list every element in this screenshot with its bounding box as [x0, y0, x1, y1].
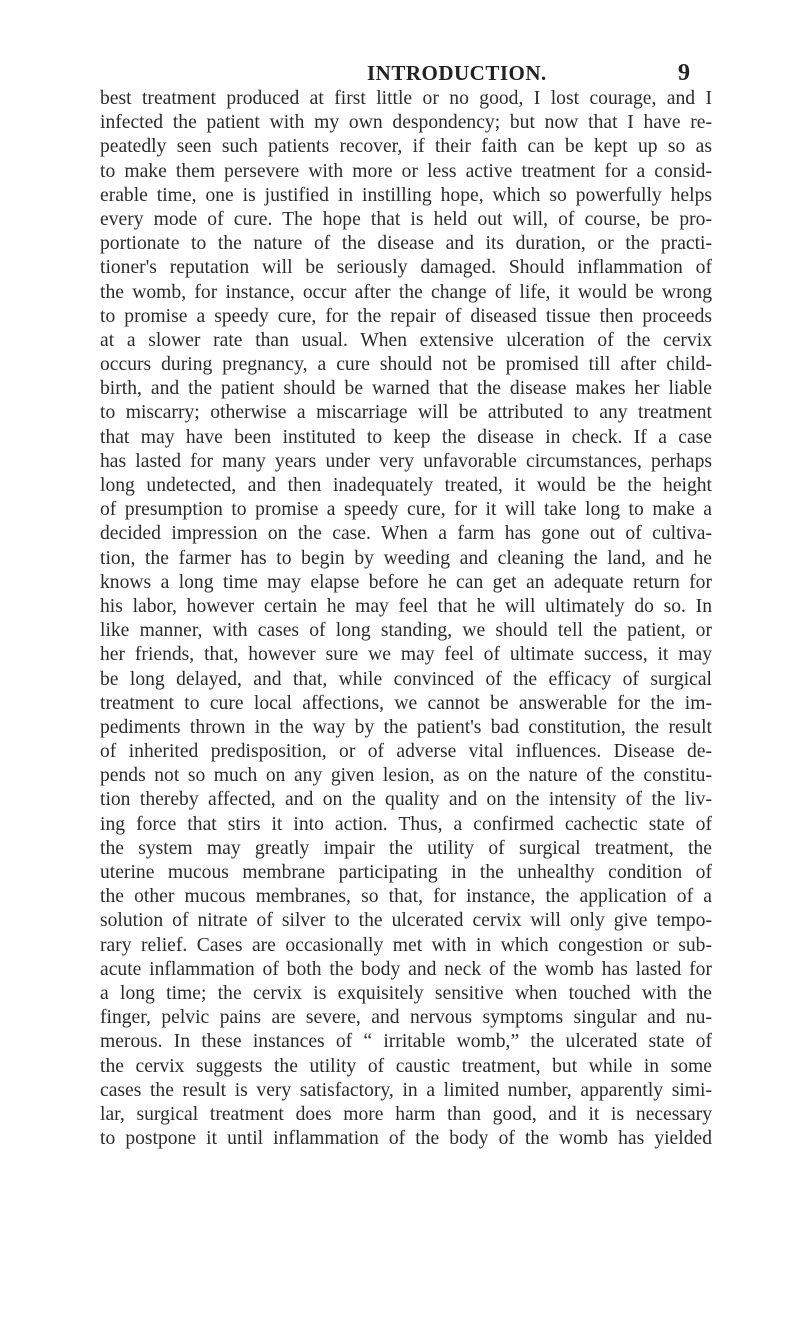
text-line: the womb, for instance, occur after the change of life, it would be wrong	[100, 281, 712, 303]
text-line: the system may greatly impair the utility of surgical treatment, the	[100, 837, 712, 859]
text-line: ing force that stirs it into action. Thus, a confirmed cachectic state of	[100, 813, 712, 835]
text-line: that may have been instituted to keep the disease in check. If a case	[100, 426, 712, 448]
text-line: of presumption to promise a speedy cure, for it will take long to make a	[100, 499, 712, 521]
running-title: INTRODUCTION.	[367, 61, 547, 85]
text-line: pends not so much on any given lesion, as on the nature of the constitu-	[100, 765, 712, 787]
text-line: be long delayed, and that, while convinced of the efficacy of surgical	[100, 668, 712, 690]
text-line: her friends, that, however sure we may feel of ultimate success, it may	[100, 644, 712, 666]
text-line: treatment to cure local affections, we cannot be answerable for the im-	[100, 692, 712, 714]
text-line: to promise a speedy cure, for the repair of diseased tissue then proceeds	[100, 305, 712, 327]
text-line: tion thereby affected, and on the quality and on the intensity of the liv-	[100, 789, 712, 811]
text-line: every mode of cure. The hope that is held out will, of course, be pro-	[100, 208, 712, 230]
text-line: tioner's reputation will be seriously damaged. Should inflammation of	[100, 257, 712, 279]
text-line: has lasted for many years under very unfavorable circumstances, perhaps	[100, 450, 712, 472]
text-line: his labor, however certain he may feel that he will ultimately do so. In	[100, 595, 712, 617]
text-line: to make them persevere with more or less active treatment for a consid-	[100, 160, 712, 182]
text-line: finger, pelvic pains are severe, and nervous symptoms singular and nu-	[100, 1007, 712, 1029]
text-line: acute inflammation of both the body and neck of the womb has lasted for	[100, 958, 712, 980]
text-line: uterine mucous membrane participating in the unhealthy condition of	[100, 862, 712, 883]
text-line: the cervix suggests the utility of caustic treatment, but while in some	[100, 1055, 712, 1077]
text-line: knows a long time may elapse before he can get an adequate return for	[100, 571, 712, 593]
text-line: the other mucous membranes, so that, for instance, the application of a	[100, 886, 712, 908]
text-line: to postpone it until inflammation of the body of the womb has yielded	[100, 1128, 712, 1150]
text-line: solution of nitrate of silver to the ulcerated cervix will only give tempo-	[100, 910, 712, 932]
running-head	[0, 60, 800, 90]
text-line: cases the result is very satisfactory, in a limited number, apparently simi-	[100, 1079, 712, 1101]
text-line: birth, and the patient should be warned that the disease makes her liable	[100, 378, 712, 400]
text-line: infected the patient with my own despondency; but now that I have re-	[100, 112, 712, 134]
text-line: long undetected, and then inadequately treated, it would be the height	[100, 475, 712, 496]
text-line: a long time; the cervix is exquisitely sensitive when touched with the	[100, 982, 712, 1004]
text-line: at a slower rate than usual. When extensive ulceration of the cervix	[100, 329, 712, 351]
text-line: tion, the farmer has to begin by weeding and cleaning the land, and he	[100, 547, 712, 569]
page-number: 9	[678, 60, 690, 86]
text-line: occurs during pregnancy, a cure should not be promised till after child-	[100, 354, 712, 376]
text-line: pediments thrown in the way by the patient's bad constitution, the result	[100, 716, 712, 738]
text-line: decided impression on the case. When a farm has gone out of cultiva-	[100, 523, 712, 545]
text-line: like manner, with cases of long standing, we should tell the patient, or	[100, 620, 712, 642]
text-line: best treatment produced at first little or no good, I lost courage, and I	[100, 88, 712, 109]
text-line: lar, surgical treatment does more harm than good, and it is necessary	[100, 1103, 712, 1125]
body-paragraph	[100, 87, 712, 1151]
text-line: peatedly seen such patients recover, if their faith can be kept up so as	[100, 136, 712, 158]
text-line: rary relief. Cases are occasionally met with in which congestion or sub-	[100, 934, 712, 956]
text-line: portionate to the nature of the disease and its duration, or the practi-	[100, 233, 712, 255]
text-line: to miscarry; otherwise a miscarriage will be attributed to any treatment	[100, 402, 712, 424]
text-line: merous. In these instances of “ irritable womb,” the ulcerated state of	[100, 1031, 712, 1053]
text-line: erable time, one is justified in instilling hope, which so powerfully helps	[100, 184, 712, 206]
text-line: of inherited predisposition, or of adverse vital influences. Disease de-	[100, 741, 712, 763]
